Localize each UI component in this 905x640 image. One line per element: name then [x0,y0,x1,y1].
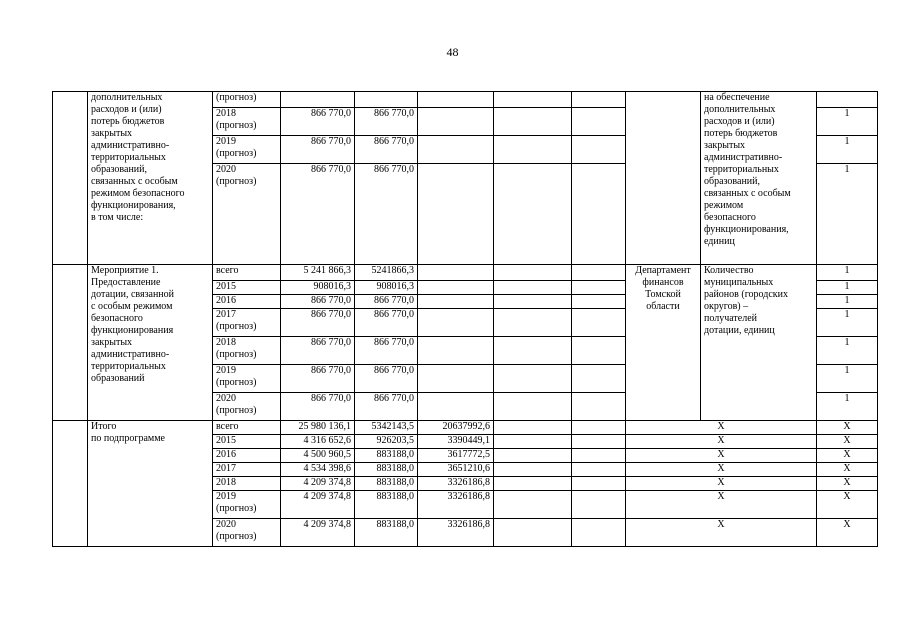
total-cell: 4 534 398,6 [281,463,355,477]
total-cell: 866 770,0 [281,365,355,393]
funding-cell-1: 866 770,0 [355,309,418,337]
funding-cell-1: 883188,0 [355,477,418,491]
indicator-cell: Количество муниципальных районов (городских округов) – получателей дотации, единиц [701,265,817,421]
total-cell: 4 209 374,8 [281,477,355,491]
funding-cell-3 [494,435,572,449]
funding-cell-3 [494,337,572,365]
year-cell: всего [213,421,281,435]
funding-cell-1: 866 770,0 [355,393,418,421]
funding-cell-3 [494,265,572,281]
indicator-value-cell: 1 [817,164,878,265]
indicator-value-cell: X [817,463,878,477]
total-cell: 866 770,0 [281,337,355,365]
funding-cell-2 [418,281,494,295]
total-cell: 866 770,0 [281,309,355,337]
funding-cell-4 [572,108,626,136]
funding-cell-1: 883188,0 [355,491,418,519]
activity-name-cell: Итого по подпрограмме [88,421,213,547]
year-cell: всего [213,265,281,281]
funding-cell-4 [572,393,626,421]
year-cell: 2020 (прогноз) [213,519,281,547]
year-cell: 2017 (прогноз) [213,309,281,337]
funding-cell-3 [494,136,572,164]
total-cell: 866 770,0 [281,295,355,309]
indicator-x-cell: X [626,463,817,477]
total-cell: 866 770,0 [281,393,355,421]
row-number-cell [53,92,88,265]
indicator-value-cell: 1 [817,337,878,365]
year-cell: 2020 (прогноз) [213,393,281,421]
funding-cell-2: 3617772,5 [418,449,494,463]
funding-cell-1 [355,92,418,108]
funding-cell-1: 926203,5 [355,435,418,449]
year-cell: 2018 (прогноз) [213,337,281,365]
executor-cell [626,92,701,265]
total-cell: 5 241 866,3 [281,265,355,281]
subprogram-table [52,91,878,547]
activity-name-cell: дополнительных расходов и (или) потерь бюджетов закрытых административно- территориальных образований, связанных с особым режимом безопасного функционирования, в том числе: [88,92,213,265]
funding-cell-3 [494,281,572,295]
indicator-value-cell: X [817,421,878,435]
funding-cell-3 [494,393,572,421]
indicator-x-cell: X [626,449,817,463]
year-cell: 2016 [213,449,281,463]
indicator-value-cell: X [817,477,878,491]
funding-cell-4 [572,435,626,449]
table-row [53,265,878,281]
funding-cell-1: 866 770,0 [355,295,418,309]
funding-cell-4 [572,421,626,435]
funding-cell-1: 5342143,5 [355,421,418,435]
funding-cell-1: 883188,0 [355,463,418,477]
year-cell: 2019 (прогноз) [213,491,281,519]
funding-cell-3 [494,449,572,463]
funding-cell-3 [494,519,572,547]
indicator-value-cell: 1 [817,281,878,295]
funding-cell-2 [418,295,494,309]
funding-cell-4 [572,491,626,519]
indicator-value-cell: 1 [817,365,878,393]
funding-cell-2 [418,164,494,265]
funding-cell-2 [418,92,494,108]
funding-cell-3 [494,491,572,519]
funding-cell-2: 3326186,8 [418,519,494,547]
funding-cell-4 [572,164,626,265]
funding-cell-1: 5241866,3 [355,265,418,281]
funding-cell-1: 866 770,0 [355,164,418,265]
indicator-value-cell: 1 [817,108,878,136]
funding-cell-2: 3326186,8 [418,477,494,491]
year-cell: 2018 (прогноз) [213,108,281,136]
year-cell: 2018 [213,477,281,491]
table-row [53,421,878,435]
year-cell: (прогноз) [213,92,281,108]
year-cell: 2017 [213,463,281,477]
total-cell: 4 316 652,6 [281,435,355,449]
funding-cell-2 [418,309,494,337]
indicator-value-cell: X [817,435,878,449]
total-cell [281,92,355,108]
funding-cell-3 [494,477,572,491]
indicator-value-cell: X [817,491,878,519]
indicator-value-cell [817,92,878,108]
total-cell: 4 500 960,5 [281,449,355,463]
indicator-value-cell: 1 [817,265,878,281]
total-cell: 866 770,0 [281,108,355,136]
indicator-value-cell: 1 [817,295,878,309]
funding-cell-3 [494,92,572,108]
funding-cell-2: 20637992,6 [418,421,494,435]
funding-cell-4 [572,477,626,491]
funding-cell-2 [418,108,494,136]
total-cell: 866 770,0 [281,136,355,164]
funding-cell-1: 866 770,0 [355,365,418,393]
indicator-value-cell: X [817,449,878,463]
funding-cell-3 [494,164,572,265]
funding-cell-4 [572,463,626,477]
row-number-cell [53,421,88,547]
activity-name-cell: Мероприятие 1. Предоставление дотации, связанной с особым режимом безопасного функционирования закрытых административно- территориальных образований [88,265,213,421]
funding-cell-4 [572,136,626,164]
funding-cell-2 [418,136,494,164]
funding-cell-1: 908016,3 [355,281,418,295]
total-cell: 4 209 374,8 [281,491,355,519]
total-cell: 4 209 374,8 [281,519,355,547]
row-number-cell [53,265,88,421]
funding-cell-4 [572,449,626,463]
funding-cell-4 [572,365,626,393]
table-row [53,92,878,108]
indicator-value-cell: 1 [817,393,878,421]
funding-cell-1: 883188,0 [355,519,418,547]
funding-cell-2 [418,365,494,393]
funding-cell-2: 3390449,1 [418,435,494,449]
indicator-x-cell: X [626,421,817,435]
funding-cell-4 [572,309,626,337]
executor-cell: Департамент финансов Томской области [626,265,701,421]
funding-cell-1: 866 770,0 [355,337,418,365]
total-cell: 908016,3 [281,281,355,295]
indicator-value-cell: X [817,519,878,547]
year-cell: 2019 (прогноз) [213,136,281,164]
page-number: 48 [446,45,459,59]
indicator-x-cell: X [626,519,817,547]
funding-cell-3 [494,365,572,393]
indicator-value-cell: 1 [817,309,878,337]
indicator-value-cell: 1 [817,136,878,164]
indicator-x-cell: X [626,491,817,519]
year-cell: 2015 [213,435,281,449]
funding-cell-4 [572,337,626,365]
indicator-cell: на обеспечение дополнительных расходов и (или) потерь бюджетов закрытых административно- территориальных образований, связанных с особым режимом безопасного функционирования, единиц [701,92,817,265]
funding-cell-3 [494,309,572,337]
funding-cell-2 [418,393,494,421]
year-cell: 2020 (прогноз) [213,164,281,265]
funding-cell-2 [418,337,494,365]
total-cell: 25 980 136,1 [281,421,355,435]
funding-cell-3 [494,463,572,477]
indicator-x-cell: X [626,477,817,491]
funding-cell-3 [494,108,572,136]
funding-cell-3 [494,295,572,309]
funding-cell-2: 3326186,8 [418,491,494,519]
funding-cell-3 [494,421,572,435]
funding-cell-4 [572,92,626,108]
year-cell: 2016 [213,295,281,309]
funding-cell-1: 866 770,0 [355,136,418,164]
year-cell: 2015 [213,281,281,295]
funding-cell-2 [418,265,494,281]
funding-cell-4 [572,265,626,281]
indicator-x-cell: X [626,435,817,449]
funding-cell-4 [572,519,626,547]
total-cell: 866 770,0 [281,164,355,265]
year-cell: 2019 (прогноз) [213,365,281,393]
funding-cell-1: 883188,0 [355,449,418,463]
funding-cell-1: 866 770,0 [355,108,418,136]
funding-cell-2: 3651210,6 [418,463,494,477]
funding-cell-4 [572,295,626,309]
funding-cell-4 [572,281,626,295]
